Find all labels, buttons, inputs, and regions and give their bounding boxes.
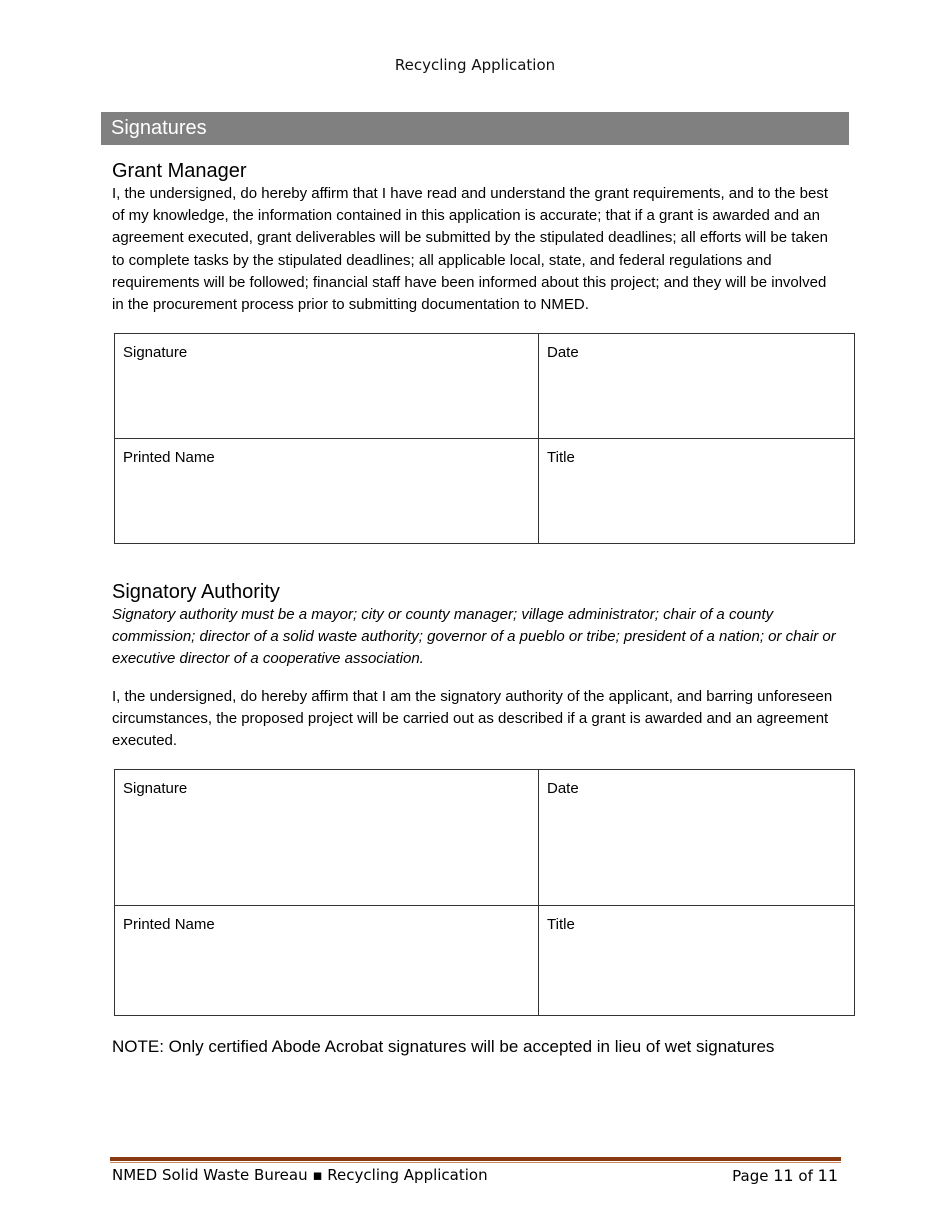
grant-manager-signature-table [114,333,855,544]
grant-manager-affirmation: I, the undersigned, do hereby affirm that I have read and understand the grant requirements, and to the best of my knowledge, the information contained in this application is accurate; that if a grant is awarded and an agreement executed, grant deliverables will be submitted by the stipulated deadlines; all efforts will be taken to complete tasks by the stipulated deadlines; all applicable local, state, and federal regulations and requirements will be followed; financial staff have been informed about this project; and they will be involved in the procurement process prior to submitting documentation to NMED. [112,185,829,314]
signatory-title-cell[interactable] [539,906,855,1016]
title-label: Title [547,449,575,466]
title-label: Title [547,916,575,933]
signatory-authority-affirmation: I, the undersigned, do hereby affirm that I am the signatory authority of the applicant, and barring unforeseen circumstances, the proposed project will be carried out as described if a grant is awarded and an agreement executed. [112,688,833,750]
signatory-date-cell[interactable] [539,770,855,906]
date-label: Date [547,344,579,361]
grant-manager-heading: Grant Manager [112,160,247,182]
date-label: Date [547,780,579,797]
page-of: of [798,1167,813,1185]
signatory-signature-table [114,769,855,1016]
page-current: 11 [773,1166,794,1185]
section-title-bar: Signatures [101,112,849,145]
signature-note: NOTE: Only certified Abode Acrobat signatures will be accepted in lieu of wet signatures [112,1037,775,1056]
grant-manager-date-cell[interactable] [539,334,855,439]
footer-page-number [732,1166,838,1185]
grant-manager-signature-cell[interactable] [115,334,539,439]
grant-manager-title-cell[interactable] [539,439,855,544]
footer-bureau-text: NMED Solid Waste Bureau ▪ Recycling Application [112,1166,488,1184]
printed-name-label: Printed Name [123,916,215,933]
footer-rule-thin [110,1162,841,1163]
signatory-signature-cell[interactable] [115,770,539,906]
signatory-authority-heading: Signatory Authority [112,581,280,603]
page-header-title: Recycling Application [394,56,556,74]
signatory-printed-name-cell[interactable] [115,906,539,1016]
page-total: 11 [817,1166,838,1185]
signature-label: Signature [123,780,188,797]
signatory-authority-requirement: Signatory authority must be a mayor; city or county manager; village administrator; chair of a county commission; director of a solid waste authority; governor of a pueblo or tribe; president of a nation; or chair or executive director of a cooperative association. [112,606,836,668]
printed-name-label: Printed Name [123,449,215,466]
grant-manager-printed-name-cell[interactable] [115,439,539,544]
signature-label: Signature [123,344,188,361]
page-prefix: Page [732,1167,769,1185]
footer-rule [110,1157,841,1161]
